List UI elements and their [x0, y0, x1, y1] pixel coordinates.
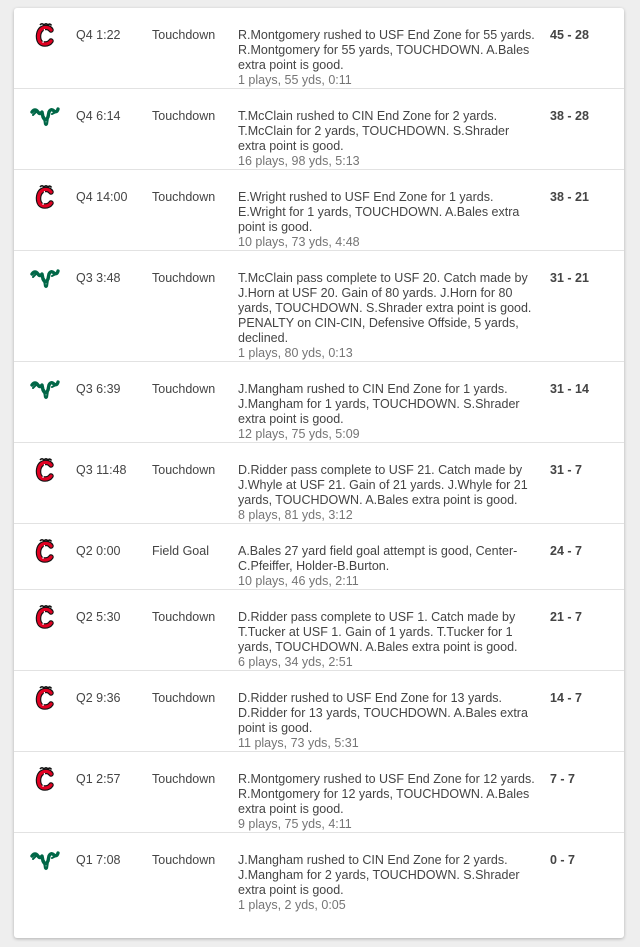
- play-row: [14, 443, 624, 524]
- usf-bull-logo-icon: [30, 103, 60, 129]
- drive-summary: 8 plays, 81 yds, 3:12: [238, 508, 353, 522]
- play-time: Q3 11:48: [76, 463, 127, 477]
- play-description: D.Ridder rushed to USF End Zone for 13 yards. D.Ridder for 13 yards, TOUCHDOWN. A.Bales extra point is good.: [238, 691, 528, 735]
- play-description-block: [238, 28, 538, 88]
- play-time: Q3 6:39: [76, 382, 121, 396]
- play-type: Touchdown: [152, 28, 216, 42]
- drive-summary: 1 plays, 80 yds, 0:13: [238, 346, 353, 360]
- play-row: [14, 251, 624, 362]
- play-score: 45 - 28: [550, 28, 589, 42]
- play-type: Touchdown: [152, 190, 216, 204]
- play-description-block: [238, 853, 538, 913]
- drive-summary: 9 plays, 75 yds, 4:11: [238, 817, 352, 831]
- play-score: 38 - 21: [550, 190, 589, 204]
- play-row: [14, 8, 624, 89]
- play-description-block: [238, 463, 538, 523]
- drive-summary: 11 plays, 73 yds, 5:31: [238, 736, 359, 750]
- play-description: R.Montgomery rushed to USF End Zone for 55 yards. R.Montgomery for 55 yards, TOUCHDOWN. A.Bales extra point is good.: [238, 28, 535, 72]
- play-description: E.Wright rushed to USF End Zone for 1 yards. E.Wright for 1 yards, TOUCHDOWN. A.Bales extra point is good.: [238, 190, 520, 234]
- play-time: Q1 2:57: [76, 772, 121, 786]
- play-time: Q4 6:14: [76, 109, 121, 123]
- cincinnati-c-logo-icon: [30, 184, 60, 210]
- play-score: 38 - 28: [550, 109, 589, 123]
- play-description-block: [238, 610, 538, 670]
- play-description-block: [238, 691, 538, 751]
- play-description: A.Bales 27 yard field goal attempt is good, Center-C.Pfeiffer, Holder-B.Burton.: [238, 544, 518, 573]
- play-row: [14, 170, 624, 251]
- play-row: [14, 362, 624, 443]
- play-score: 14 - 7: [550, 691, 582, 705]
- play-type: Touchdown: [152, 772, 216, 786]
- play-description: T.McClain pass complete to USF 20. Catch made by J.Horn at USF 20. Gain of 80 yards. J.Horn for 80 yards, TOUCHDOWN. S.Shrader extra point is good. PENALTY on CIN-CIN, Defensive Offside, 5 yards, declined.: [238, 271, 532, 345]
- play-time: Q2 5:30: [76, 610, 121, 624]
- play-description: T.McClain rushed to CIN End Zone for 2 yards. T.McClain for 2 yards, TOUCHDOWN. S.Shrader extra point is good.: [238, 109, 510, 153]
- drive-summary: 1 plays, 2 yds, 0:05: [238, 898, 346, 912]
- usf-bull-logo-icon: [30, 376, 60, 402]
- play-description: D.Ridder pass complete to USF 21. Catch made by J.Whyle at USF 21. Gain of 21 yards. J.Whyle for 21 yards, TOUCHDOWN. A.Bales extra point is good.: [238, 463, 528, 507]
- play-type: Field Goal: [152, 544, 209, 558]
- drive-summary: 16 plays, 98 yds, 5:13: [238, 154, 360, 168]
- play-description-block: [238, 772, 538, 832]
- cincinnati-c-logo-icon: [30, 457, 60, 483]
- cincinnati-c-logo-icon: [30, 766, 60, 792]
- play-type: Touchdown: [152, 691, 216, 705]
- play-row: [14, 89, 624, 170]
- cincinnati-c-logo-icon: [30, 538, 60, 564]
- play-score: 21 - 7: [550, 610, 582, 624]
- play-score: 31 - 21: [550, 271, 589, 285]
- play-type: Touchdown: [152, 610, 216, 624]
- drive-summary: 1 plays, 55 yds, 0:11: [238, 73, 352, 87]
- play-description-block: [238, 544, 538, 589]
- play-row: [14, 671, 624, 752]
- scoring-plays-list: [14, 8, 624, 914]
- play-description-block: [238, 382, 538, 442]
- play-score: 0 - 7: [550, 853, 576, 867]
- play-description: R.Montgomery rushed to USF End Zone for 12 yards. R.Montgomery for 12 yards, TOUCHDOWN. A.Bales extra point is good.: [238, 772, 535, 816]
- play-score: 24 - 7: [550, 544, 582, 558]
- play-score: 31 - 7: [550, 463, 582, 477]
- play-score: 31 - 14: [550, 382, 589, 396]
- play-row: [14, 833, 624, 914]
- drive-summary: 10 plays, 73 yds, 4:48: [238, 235, 360, 249]
- usf-bull-logo-icon: [30, 847, 60, 873]
- play-time: Q3 3:48: [76, 271, 121, 285]
- play-description: J.Mangham rushed to CIN End Zone for 1 yards. J.Mangham for 1 yards, TOUCHDOWN. S.Shrader extra point is good.: [238, 382, 520, 426]
- drive-summary: 6 plays, 34 yds, 2:51: [238, 655, 353, 669]
- play-type: Touchdown: [152, 853, 216, 867]
- play-row: [14, 752, 624, 833]
- drive-summary: 12 plays, 75 yds, 5:09: [238, 427, 360, 441]
- play-type: Touchdown: [152, 271, 216, 285]
- play-description-block: [238, 271, 538, 361]
- play-description: J.Mangham rushed to CIN End Zone for 2 yards. J.Mangham for 2 yards, TOUCHDOWN. S.Shrader extra point is good.: [238, 853, 520, 897]
- play-row: [14, 524, 624, 590]
- play-time: Q2 0:00: [76, 544, 121, 558]
- play-time: Q4 14:00: [76, 190, 128, 204]
- play-type: Touchdown: [152, 382, 216, 396]
- cincinnati-c-logo-icon: [30, 22, 60, 48]
- cincinnati-c-logo-icon: [30, 604, 60, 630]
- play-description-block: [238, 190, 538, 250]
- play-time: Q4 1:22: [76, 28, 121, 42]
- play-description: D.Ridder pass complete to USF 1. Catch made by T.Tucker at USF 1. Gain of 1 yards. T.Tucker for 1 yards, TOUCHDOWN. A.Bales extra point is good.: [238, 610, 518, 654]
- cincinnati-c-logo-icon: [30, 685, 60, 711]
- drive-summary: 10 plays, 46 yds, 2:11: [238, 574, 359, 588]
- play-description-block: [238, 109, 538, 169]
- play-type: Touchdown: [152, 109, 216, 123]
- play-time: Q2 9:36: [76, 691, 121, 705]
- usf-bull-logo-icon: [30, 265, 60, 291]
- play-row: [14, 590, 624, 671]
- scoring-plays-card: [14, 8, 624, 938]
- play-time: Q1 7:08: [76, 853, 121, 867]
- play-score: 7 - 7: [550, 772, 576, 786]
- play-type: Touchdown: [152, 463, 216, 477]
